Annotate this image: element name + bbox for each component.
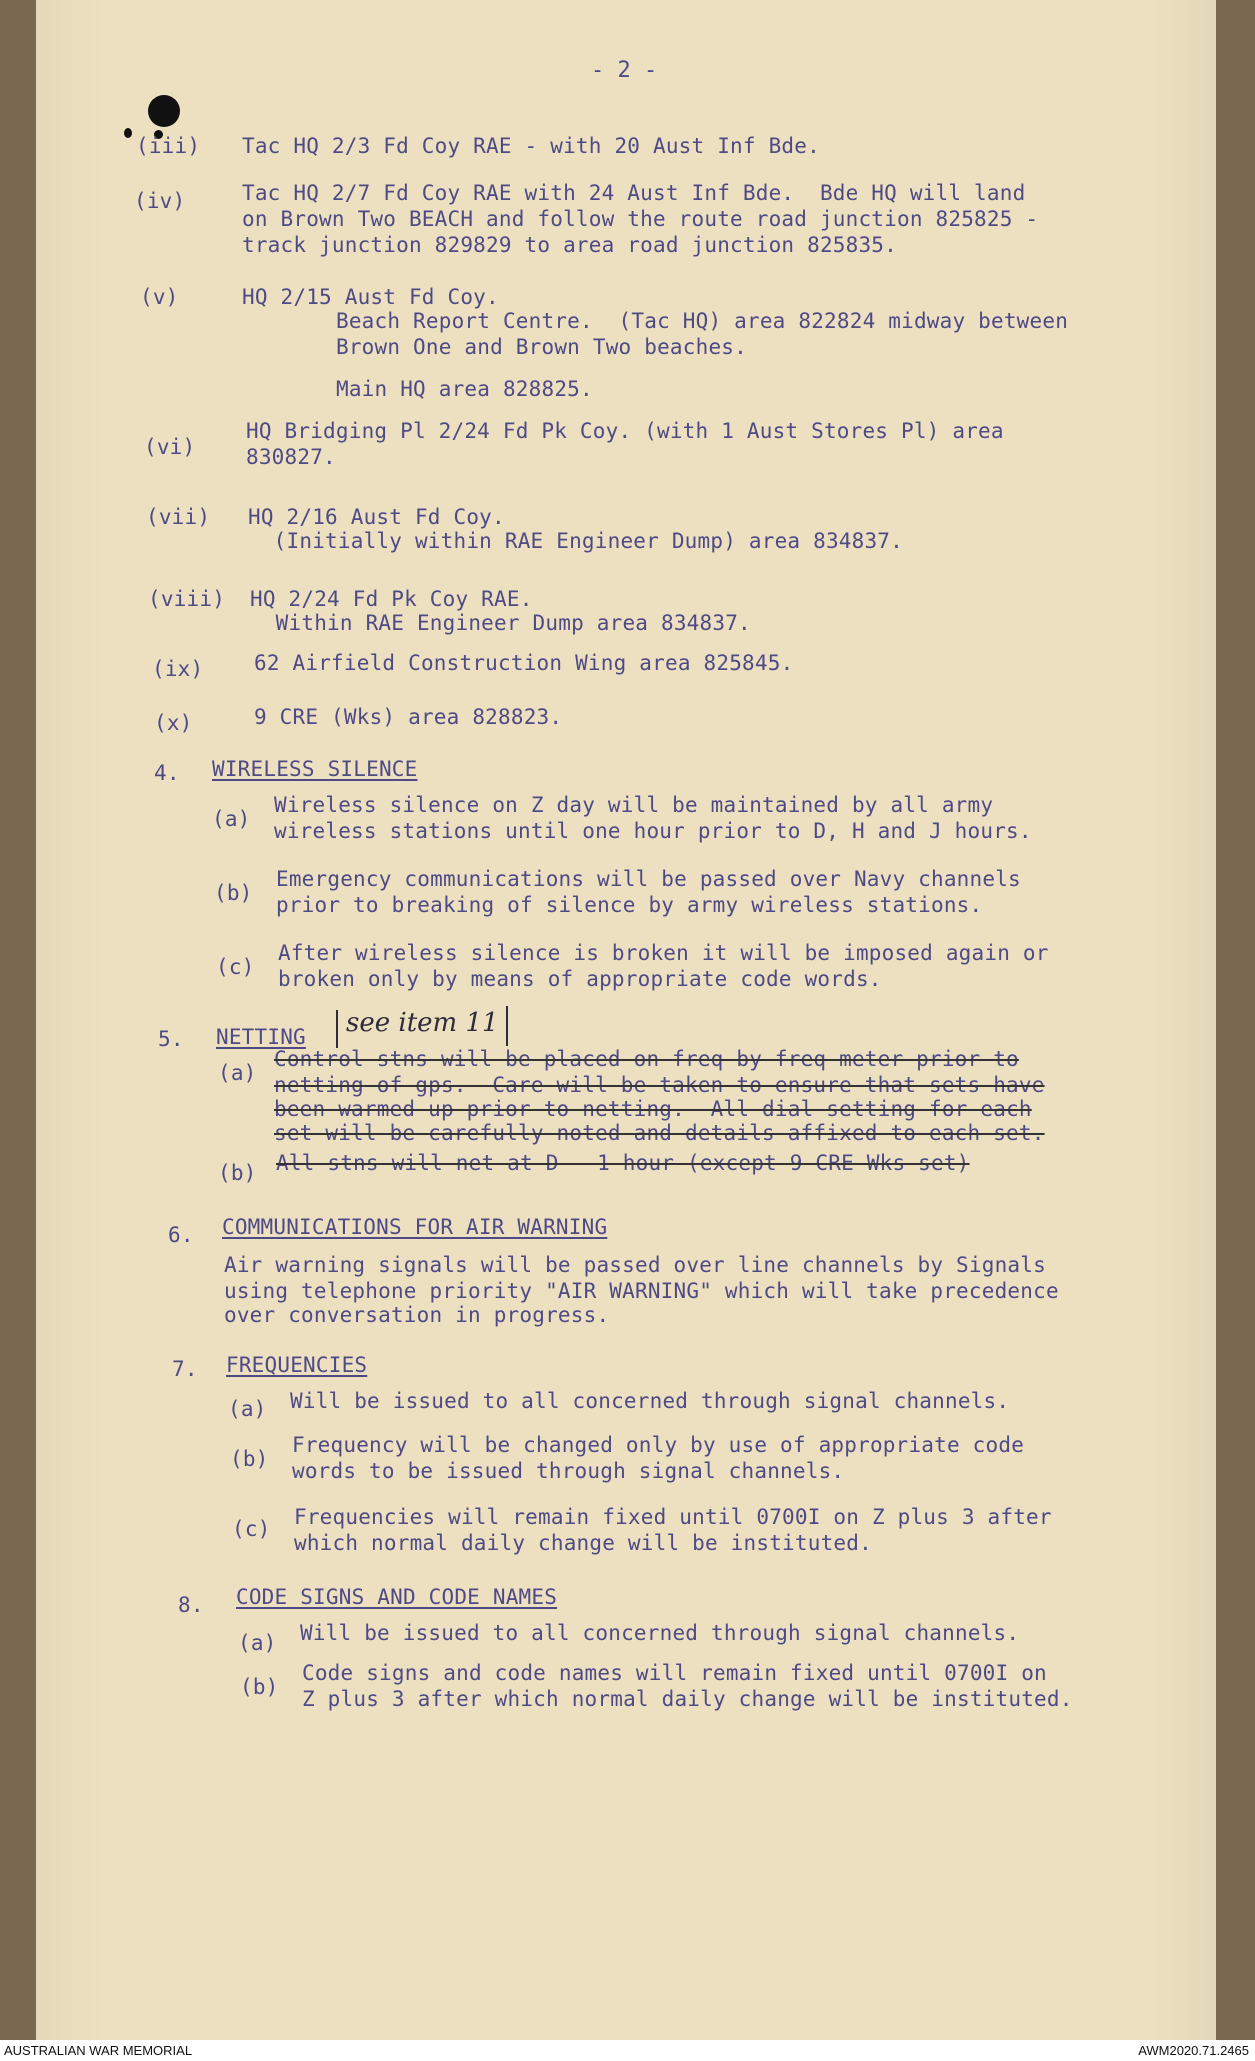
paragraph-number: 8. (178, 1593, 204, 1617)
item-line: After wireless silence is broken it will be imposed again or (278, 941, 1049, 965)
item-line: HQ 2/24 Fd Pk Coy RAE. (250, 587, 533, 611)
item-line: Tac HQ 2/7 Fd Coy RAE with 24 Aust Inf Bde. Bde HQ will land (242, 181, 1026, 205)
paragraph-number: 6. (168, 1223, 194, 1247)
footer-accession-number: AWM2020.71.2465 (1138, 2043, 1249, 2058)
item-line: Beach Report Centre. (Tac HQ) area 822824 midway between (336, 309, 1069, 333)
item-line: HQ 2/15 Aust Fd Coy. (242, 285, 499, 309)
paragraph-line: using telephone priority "AIR WARNING" which will take precedence (224, 1279, 1059, 1303)
paragraph-heading: WIRELESS SILENCE (212, 757, 418, 781)
item-line-struck: set will be carefully noted and details affixed to each set. (274, 1121, 1045, 1145)
item-line: HQ Bridging Pl 2/24 Fd Pk Coy. (with 1 Aust Stores Pl) area (246, 419, 1004, 443)
item-line: (Initially within RAE Engineer Dump) area 834837. (248, 529, 903, 553)
item-line: Frequency will be changed only by use of appropriate code (292, 1433, 1025, 1457)
item-line: Wireless silence on Z day will be maintained by all army (274, 793, 994, 817)
paragraph-heading: CODE SIGNS AND CODE NAMES (236, 1585, 558, 1609)
handwritten-note: see item 11 (346, 1008, 499, 1038)
item-line: 62 Airfield Construction Wing area 825845. (254, 651, 794, 675)
punch-hole-fragment (124, 128, 132, 138)
item-label: (x) (154, 711, 193, 735)
item-label: (a) (212, 807, 251, 831)
item-line: Code signs and code names will remain fixed until 0700I on (302, 1661, 1047, 1685)
handwritten-bracket (506, 1006, 508, 1046)
item-line: Will be issued to all concerned through signal channels. (300, 1621, 1020, 1645)
item-line: wireless stations until one hour prior to D, H and J hours. (274, 819, 1032, 843)
item-label: (b) (214, 881, 253, 905)
item-label: (b) (218, 1161, 257, 1185)
item-line: broken only by means of appropriate code words. (278, 967, 882, 991)
paragraph-heading: FREQUENCIES (226, 1353, 368, 1377)
item-label: (vii) (146, 505, 211, 529)
page-number: - 2 - (591, 58, 658, 83)
paragraph-number: 4. (154, 761, 180, 785)
item-label: (viii) (148, 587, 226, 611)
item-line: on Brown Two BEACH and follow the route road junction 825825 - (242, 207, 1039, 231)
item-line: HQ 2/16 Aust Fd Coy. (248, 505, 505, 529)
item-line: 830827. (246, 445, 336, 469)
item-line: words to be issued through signal channels. (292, 1459, 845, 1483)
archive-footer (0, 2040, 1255, 2061)
item-line: Will be issued to all concerned through signal channels. (290, 1389, 1010, 1413)
paragraph-line: over conversation in progress. (224, 1303, 610, 1327)
item-line: track junction 829829 to area road junction 825835. (242, 233, 897, 257)
item-label: (v) (140, 285, 179, 309)
item-label: (a) (238, 1631, 277, 1655)
item-line: Main HQ area 828825. (336, 377, 593, 401)
item-label: (a) (218, 1061, 257, 1085)
item-label: (c) (216, 955, 255, 979)
item-line: prior to breaking of silence by army wireless stations. (276, 893, 983, 917)
item-line-struck: Control stns will be placed on freq by freq meter prior to (274, 1047, 1019, 1071)
item-line: Brown One and Brown Two beaches. (336, 335, 747, 359)
item-label: (b) (240, 1675, 279, 1699)
item-line-struck: All stns will net at D - 1 hour (except 9 CRE Wks set) (276, 1151, 970, 1175)
item-line: Frequencies will remain fixed until 0700I on Z plus 3 after (294, 1505, 1052, 1529)
footer-institution: AUSTRALIAN WAR MEMORIAL (4, 2043, 193, 2058)
item-label: (vi) (144, 435, 196, 459)
item-line: 9 CRE (Wks) area 828823. (254, 705, 563, 729)
item-label: (b) (230, 1447, 269, 1471)
item-label: (c) (232, 1517, 271, 1541)
handwritten-bracket (336, 1010, 338, 1048)
paragraph-heading: COMMUNICATIONS FOR AIR WARNING (222, 1215, 608, 1239)
item-label: (iv) (134, 189, 186, 213)
item-label: (ix) (152, 657, 204, 681)
paragraph-line: Air warning signals will be passed over line channels by Signals (224, 1253, 1046, 1277)
item-line: Emergency communications will be passed over Navy channels (276, 867, 1021, 891)
document-page (36, 0, 1216, 2040)
item-line: Z plus 3 after which normal daily change will be instituted. (302, 1687, 1073, 1711)
item-line: Tac HQ 2/3 Fd Coy RAE - with 20 Aust Inf Bde. (242, 134, 820, 158)
paragraph-number: 5. (158, 1027, 184, 1051)
item-line-struck: netting of gps. Care will be taken to ensure that sets have (274, 1073, 1045, 1097)
paragraph-heading: NETTING (216, 1025, 306, 1049)
item-label: (a) (228, 1397, 267, 1421)
item-line: Within RAE Engineer Dump area 834837. (250, 611, 751, 635)
item-line: which normal daily change will be instituted. (294, 1531, 872, 1555)
item-line-struck: been warmed up prior to netting. All dial setting for each (274, 1097, 1032, 1121)
punch-hole (148, 95, 180, 127)
item-label: (iii) (136, 134, 201, 158)
paragraph-number: 7. (172, 1357, 198, 1381)
